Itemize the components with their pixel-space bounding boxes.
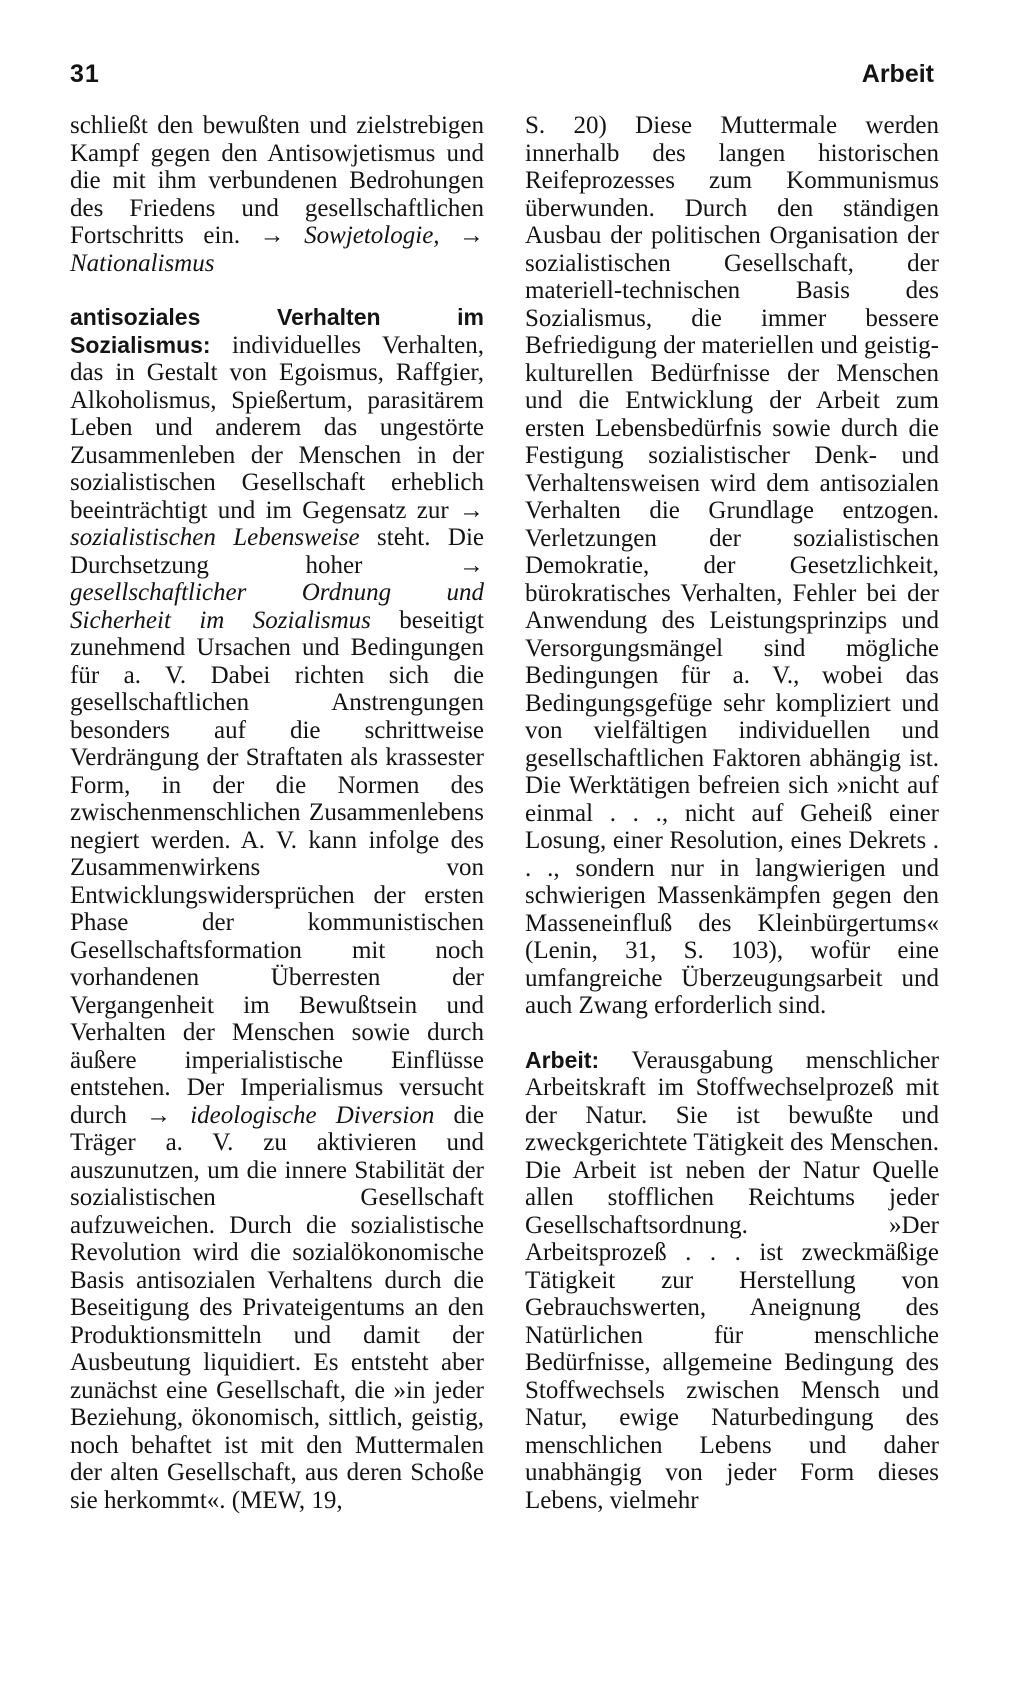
continuation-paragraph (525, 112, 939, 1020)
cross-reference: Sowjetologie, (304, 222, 440, 249)
arrow-icon: → (259, 222, 285, 249)
right-column (525, 112, 939, 1514)
arrow-icon: → (146, 1101, 172, 1129)
cross-reference: Nationalismus (70, 249, 215, 277)
running-head: Arbeit (861, 60, 934, 88)
arrow-icon: → (459, 222, 485, 249)
page-number: 31 (70, 60, 100, 88)
dictionary-entry (525, 1047, 939, 1515)
cross-reference: gesellschaftlicher Ordnung und Sicherheit im Sozialismus (70, 579, 484, 634)
entry-headword: antisoziales Verhalten im Sozialismus: (70, 304, 484, 358)
entry-text: steht. Die Durchsetzung hoher (70, 524, 484, 579)
dictionary-entry (70, 304, 484, 1514)
left-column (70, 112, 484, 1514)
entry-text: die Träger a. V. zu aktivieren und auszunutzen, um die innere Stabilität der sozialistischen Gesellschaft aufzuweichen. Durch die sozialistische Revolution wird die sozialökonomische Basis antisozialen Verhaltens durch die Beseitigung des Privateigentums an den Produktionsmitteln und damit der Ausbeutung liquidiert. Es entsteht aber zunächst eine Gesellschaft, die »in jeder Beziehung, ökonomisch, sittlich, geistig, noch behaftet ist mit den Muttermalen der alten Gesellschaft, aus deren Schoße sie herkommt«. (MEW, 19, (70, 1101, 485, 1514)
arrow-icon: → (459, 496, 484, 524)
continuation-text: schließt den bewußten und zielstrebigen Kampf gegen den Antisowjetismus und die mit ihm verbundenen Bedrohungen des Friedens und gesellschaftlichen Fortschritts ein. (70, 112, 484, 249)
entry-text: beseitigt zunehmend Ursachen und Bedingungen für a. V. Dabei richten sich die gesellschaftlichen Anstrengungen besonders auf die schrittweise Verdrängung der Straftaten als krassester Form, in der die Normen des zwischenmenschlichen Zusammenlebens negiert werden. A. V. kann infolge des Zusammenwirkens von Entwicklungswidersprüchen der ersten Phase der kommunistischen Gesellschaftsformation mit noch vorhandenen Überresten der Vergangenheit im Bewußtsein und Verhalten der Menschen sowie durch äußere imperialistische Einflüsse entstehen. Der Imperialismus versucht durch (70, 606, 485, 1129)
continuation-text: S. 20) Diese Muttermale werden innerhalb des langen historischen Reifeprozesses zum Kommunismus überwunden. Durch den ständigen Ausbau der politischen Organisation der sozialistischen Gesellschaft, der materiell-technischen Basis des Sozialismus, die immer bessere Befriedigung der materiellen und geistig-kulturellen Bedürfnisse der Menschen und die Entwicklung der Arbeit zum ersten Lebensbedürfnis sowie durch die Festigung sozialistischer Denk- und Verhaltensweisen wird dem antisozialen Verhalten die Grundlage entzogen. Verletzungen der sozialistischen Demokratie, der Gesetzlichkeit, bürokratisches Verhalten, Fehler bei der Anwendung des Leistungsprinzips und Versorgungsmängel sind mögliche Bedingungen für a. V., wobei das Bedingungsgefüge sehr kompliziert und von vielfältigen individuellen und gesellschaftlichen Faktoren abhängig ist. Die Werktätigen befreien sich »nicht auf einmal . . ., nicht auf Geheiß einer Losung, einer Resolution, eines Dekrets . . ., sondern nur in langwierigen und schwierigen Massenkämpfen gegen den Masseneinfluß des Kleinbürgertums« (Lenin, 31, S. 103), wofür eine umfangreiche Überzeugungsarbeit und auch Zwang erforderlich sind. (525, 112, 939, 1019)
continuation-paragraph (70, 112, 484, 277)
cross-reference: ideologische Diversion (190, 1101, 435, 1129)
entry-text: Verausgabung menschlicher Arbeitskraft im Stoffwechselprozeß mit der Natur. Sie ist bewußte und zweckgerichtete Tätigkeit des Menschen. Die Arbeit ist neben der Natur Quelle allen stofflichen Reichtums jeder Gesellschaftsordnung. »Der Arbeitsprozeß . . . ist zweckmäßige Tätigkeit zur Herstellung von Gebrauchswerten, Aneignung des Natürlichen für menschliche Bedürfnisse, allgemeine Bedingung des Stoffwechsels zwischen Mensch und Natur, ewige Naturbedingung des menschlichen Lebens und daher unabhängig von jeder Form dieses Lebens, vielmehr (525, 1046, 939, 1514)
entry-text: individuelles Verhalten, das in Gestalt von Egoismus, Raffgier, Alkoholismus, Spießertum, parasitärem Leben und anderem das ungestörte Zusammenleben der Menschen in der sozialistischen Gesellschaft erheblich beeinträchtigt und im Gegensatz zur (70, 331, 484, 524)
arrow-icon: → (459, 551, 485, 579)
entry-headword: Arbeit: (525, 1046, 600, 1073)
cross-reference: sozialistischen Lebensweise (70, 524, 360, 551)
